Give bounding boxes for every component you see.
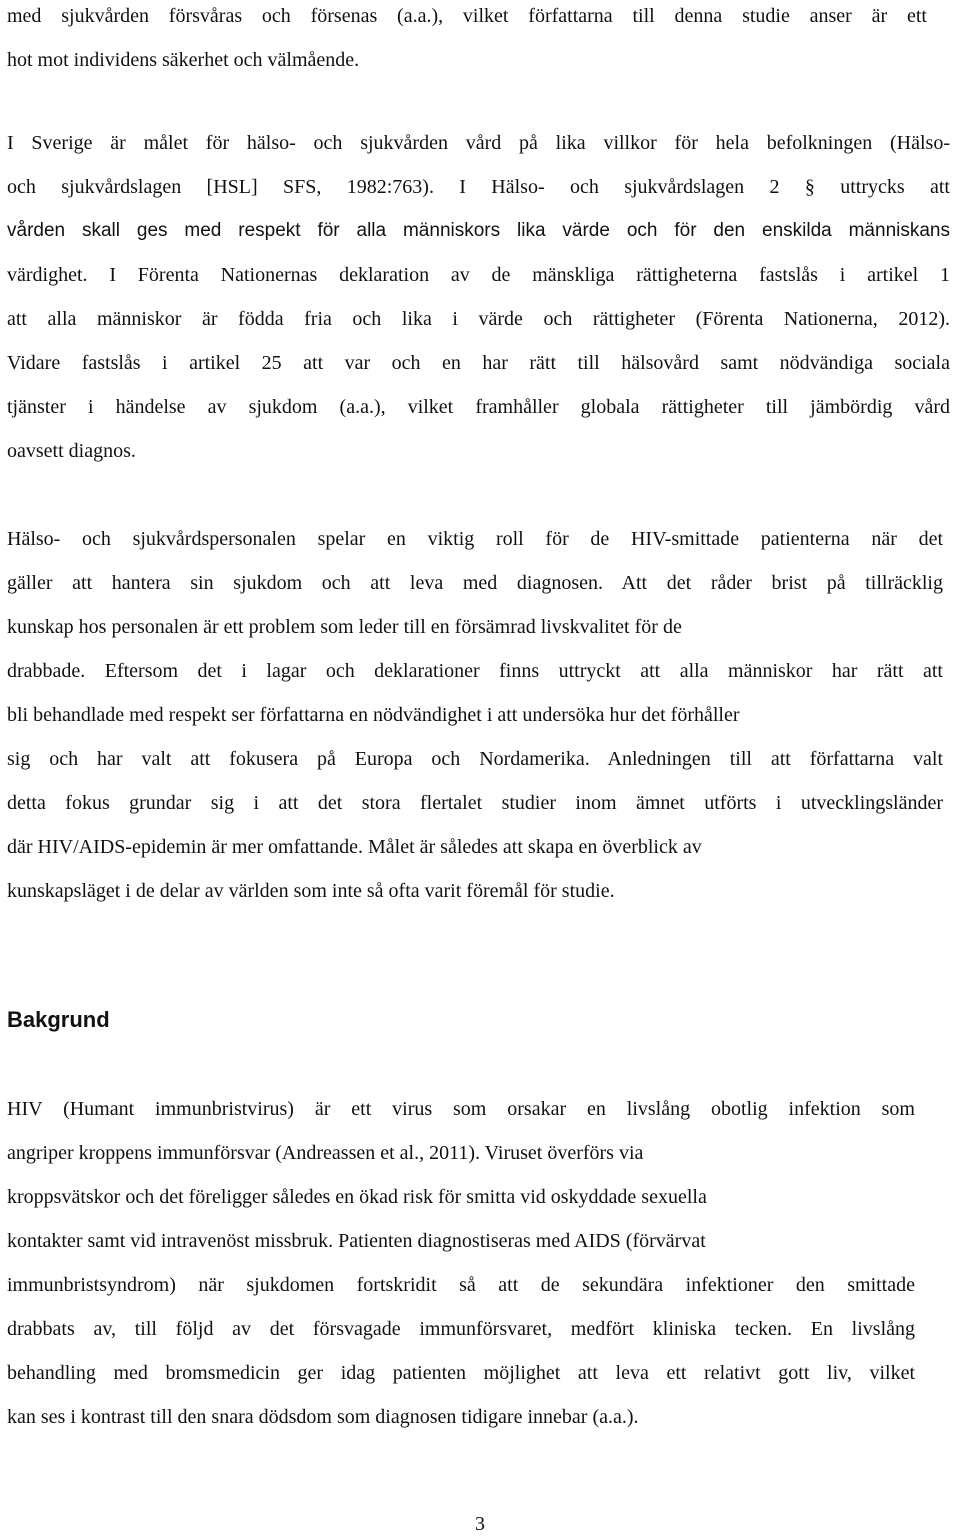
paragraph-2-line: I Sverige är målet för hälso- och sjukvården vård på lika villkor för hela befolkningen (Hälso- [7,132,950,154]
paragraph-3-line: kunskap hos personalen är ett problem som leder till en försämrad livskvalitet för de [7,616,682,638]
paragraph-1 [7,0,927,82]
paragraph-3-line: där HIV/AIDS-epidemin är mer omfattande. Målet är således att skapa en överblick av [7,836,702,858]
paragraph-4-line: behandling med bromsmedicin ger idag patienten möjlighet att leva ett relativt gott liv, vilket [7,1362,915,1384]
paragraph-4-line: angriper kroppens immunförsvar (Andreassen et al., 2011). Viruset överförs via [7,1142,644,1164]
paragraph-2-line: och sjukvårdslagen [HSL] SFS, 1982:763). I Hälso- och sjukvårdslagen 2 § uttrycks att [7,176,950,198]
paragraph-4-line: drabbats av, till följd av det försvagade immunförsvaret, medfört kliniska tecken. En livslång [7,1318,915,1340]
paragraph-2-line: Vidare fastslås i artikel 25 att var och en har rätt till hälsovård samt nödvändiga sociala [7,352,950,374]
paragraph-2-line: vården skall ges med respekt för alla människors lika värde och för den enskilda människans [7,220,950,241]
paragraph-1-line: med sjukvården försvåras och försenas (a.a.), vilket författarna till denna studie anser är ett [7,5,927,27]
paragraph-4-line: kontakter samt vid intravenöst missbruk. Patienten diagnostiseras med AIDS (förvärvat [7,1230,706,1252]
paragraph-2-line: oavsett diagnos. [7,440,136,462]
paragraph-3-line: kunskapsläget i de delar av världen som inte så ofta varit föremål för studie. [7,880,615,902]
paragraph-4-line: kroppsvätskor och det föreligger således en ökad risk för smitta vid oskyddade sexuella [7,1186,707,1208]
paragraph-3-line: sig och har valt att fokusera på Europa och Nordamerika. Anledningen till att författarna valt [7,748,943,770]
paragraph-3-line: bli behandlade med respekt ser författarna en nödvändighet i att undersöka hur det förhåller [7,704,740,726]
paragraph-3-line: drabbade. Eftersom det i lagar och deklarationer finns uttryckt att alla människor har rätt att [7,660,943,682]
paragraph-2-line: tjänster i händelse av sjukdom (a.a.), vilket framhåller globala rättigheter till jämbördig vård [7,396,950,418]
paragraph-4-line: HIV (Humant immunbristvirus) är ett virus som orsakar en livslång obotlig infektion som [7,1098,915,1120]
paragraph-2-line: värdighet. I Förenta Nationernas deklaration av de mänskliga rättigheterna fastslås i artikel 1 [7,264,950,286]
paragraph-4 [7,1087,915,1439]
paragraph-3 [7,517,943,913]
page-number: 3 [475,1513,485,1535]
paragraph-1-line: hot mot individens säkerhet och välmående. [7,49,360,71]
paragraph-3-line: detta fokus grundar sig i att det stora flertalet studier inom ämnet utförts i utvecklingsländer [7,792,943,814]
paragraph-3-line: Hälso- och sjukvårdspersonalen spelar en viktig roll för de HIV-smittade patienterna när det [7,528,943,550]
section-heading: Bakgrund [7,1007,110,1032]
paragraph-4-line: immunbristsyndrom) när sjukdomen fortskridit så att de sekundära infektioner den smittade [7,1274,915,1296]
paragraph-4-line: kan ses i kontrast till den snara dödsdom som diagnosen tidigare innebar (a.a.). [7,1406,639,1428]
paragraph-2 [7,121,950,473]
paragraph-3-line: gäller att hantera sin sjukdom och att leva med diagnosen. Att det råder brist på tillräcklig [7,572,943,594]
paragraph-2-line: att alla människor är födda fria och lika i värde och rättigheter (Förenta Nationerna, 2012). [7,308,950,330]
